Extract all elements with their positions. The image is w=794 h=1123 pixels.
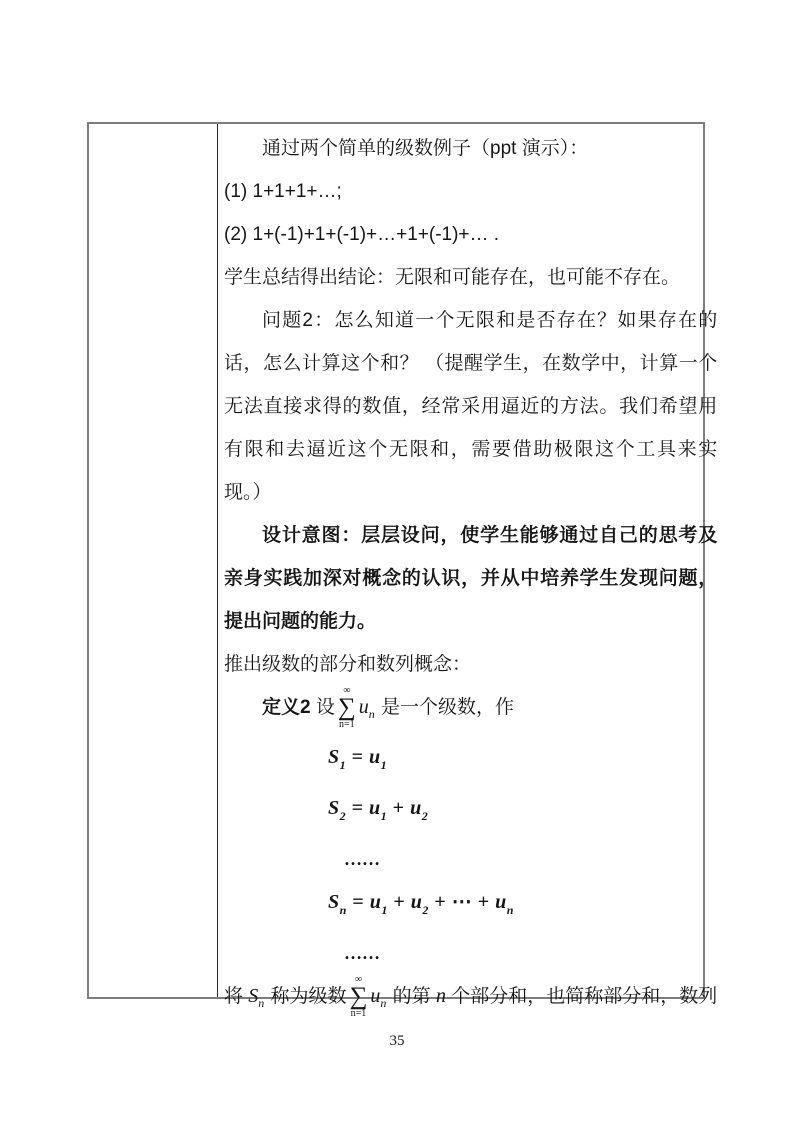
sum-lower-limit: n=1 bbox=[338, 718, 355, 730]
text-run: (1) 1+1+1+…; bbox=[224, 181, 342, 202]
text-run: + bbox=[387, 797, 411, 819]
text-run: u bbox=[369, 797, 381, 819]
text-run: u bbox=[410, 891, 423, 913]
page-number: 35 bbox=[389, 1033, 405, 1049]
summation-symbol bbox=[338, 686, 356, 730]
student-conclusion bbox=[224, 256, 717, 299]
text-run: + bbox=[387, 891, 411, 913]
text-run: n bbox=[339, 903, 347, 917]
text-run: 是一个级数，作 bbox=[375, 697, 514, 718]
text-run: u bbox=[370, 985, 381, 1007]
sigma-icon: ∑ bbox=[349, 983, 368, 1011]
text-run: 问题2：怎么知道一个无限和是否存在？如果存在的话，怎么计算这个和？ （提醒学生，在数学中，计算一个无法直接求得的数值，经常采用逼近的方法。我们希望用有限和去逼近这个无限和，需要借助极限这个工具来实现。） bbox=[224, 310, 718, 503]
text-run: 设计意图：层层设问，使学生能够通过自己的思考及亲身实践加深对概念的认识，并从中培养学生发现问题，提出问题的能力。 bbox=[224, 525, 718, 632]
text-run: 1 bbox=[339, 758, 347, 772]
sigma-icon: ∑ bbox=[337, 694, 356, 722]
text-run: …… bbox=[344, 849, 380, 869]
text-run: n bbox=[380, 996, 387, 1010]
text-run: S bbox=[328, 891, 340, 913]
text-run: n bbox=[435, 985, 446, 1007]
text-run: = bbox=[346, 746, 370, 768]
formula-s1 bbox=[328, 736, 717, 787]
text-run: 1 bbox=[381, 903, 388, 917]
text-run: n bbox=[368, 707, 375, 721]
lesson-plan-table bbox=[87, 122, 718, 1019]
text-run: (2) 1+(-1)+1+(-1)+…+1+(-1)+… . bbox=[224, 224, 500, 245]
summation-symbol bbox=[350, 975, 368, 1019]
design-intent bbox=[224, 514, 717, 643]
ellipsis-row-1 bbox=[344, 838, 717, 881]
text-run: S bbox=[248, 985, 259, 1007]
text-run: = bbox=[346, 797, 370, 819]
text-run: u bbox=[410, 797, 422, 819]
text-run: n bbox=[506, 903, 514, 917]
lead-in bbox=[224, 643, 717, 686]
sum-lower-limit: n=1 bbox=[350, 1007, 367, 1019]
text-run: 1 bbox=[380, 758, 388, 772]
table-cell-left bbox=[89, 124, 218, 997]
text-run: 定义2 bbox=[262, 697, 311, 718]
ellipsis-row-2 bbox=[344, 932, 717, 975]
sum-upper-limit: ∞ bbox=[343, 685, 351, 697]
formula-s2 bbox=[328, 787, 717, 838]
text-run: u bbox=[369, 891, 382, 913]
text-run: 的第 bbox=[387, 986, 436, 1007]
text-run: 将 bbox=[224, 986, 249, 1007]
text-run: 称为级数 bbox=[265, 986, 347, 1007]
text-run: 推出级数的部分和数列概念： bbox=[224, 654, 472, 675]
text-run: 2 bbox=[339, 809, 347, 823]
text-run: u bbox=[369, 746, 381, 768]
example-1 bbox=[224, 170, 717, 213]
text-run: …… bbox=[344, 943, 380, 963]
sum-upper-limit: ∞ bbox=[354, 974, 363, 986]
example-2 bbox=[224, 213, 717, 256]
text-run: 设 bbox=[310, 697, 335, 718]
text-run: + ⋯ + bbox=[428, 891, 496, 913]
text-run: u bbox=[495, 891, 507, 913]
formula-sn bbox=[328, 881, 717, 932]
text-run: 学生总结得出结论：无限和可能存在，也可能不存在。 bbox=[224, 267, 681, 288]
definition-2 bbox=[224, 686, 717, 736]
text-run: 2 bbox=[422, 903, 429, 917]
question-2 bbox=[224, 299, 717, 514]
table-cell-content bbox=[218, 124, 722, 1019]
intro-line bbox=[224, 127, 717, 170]
text-run: 1 bbox=[380, 809, 388, 823]
text-run: S bbox=[328, 797, 340, 819]
text-run: u bbox=[358, 696, 369, 718]
partial-sum-definition bbox=[224, 975, 717, 1025]
text-run: 2 bbox=[421, 809, 429, 823]
text-run: S bbox=[328, 746, 340, 768]
text-run: 个部分和，也简称部分和，数列 bbox=[445, 986, 718, 1007]
text-run: = bbox=[346, 891, 370, 913]
text-run: 通过两个简单的级数例子（ppt 演示）： bbox=[262, 138, 589, 159]
text-run: n bbox=[258, 996, 265, 1010]
